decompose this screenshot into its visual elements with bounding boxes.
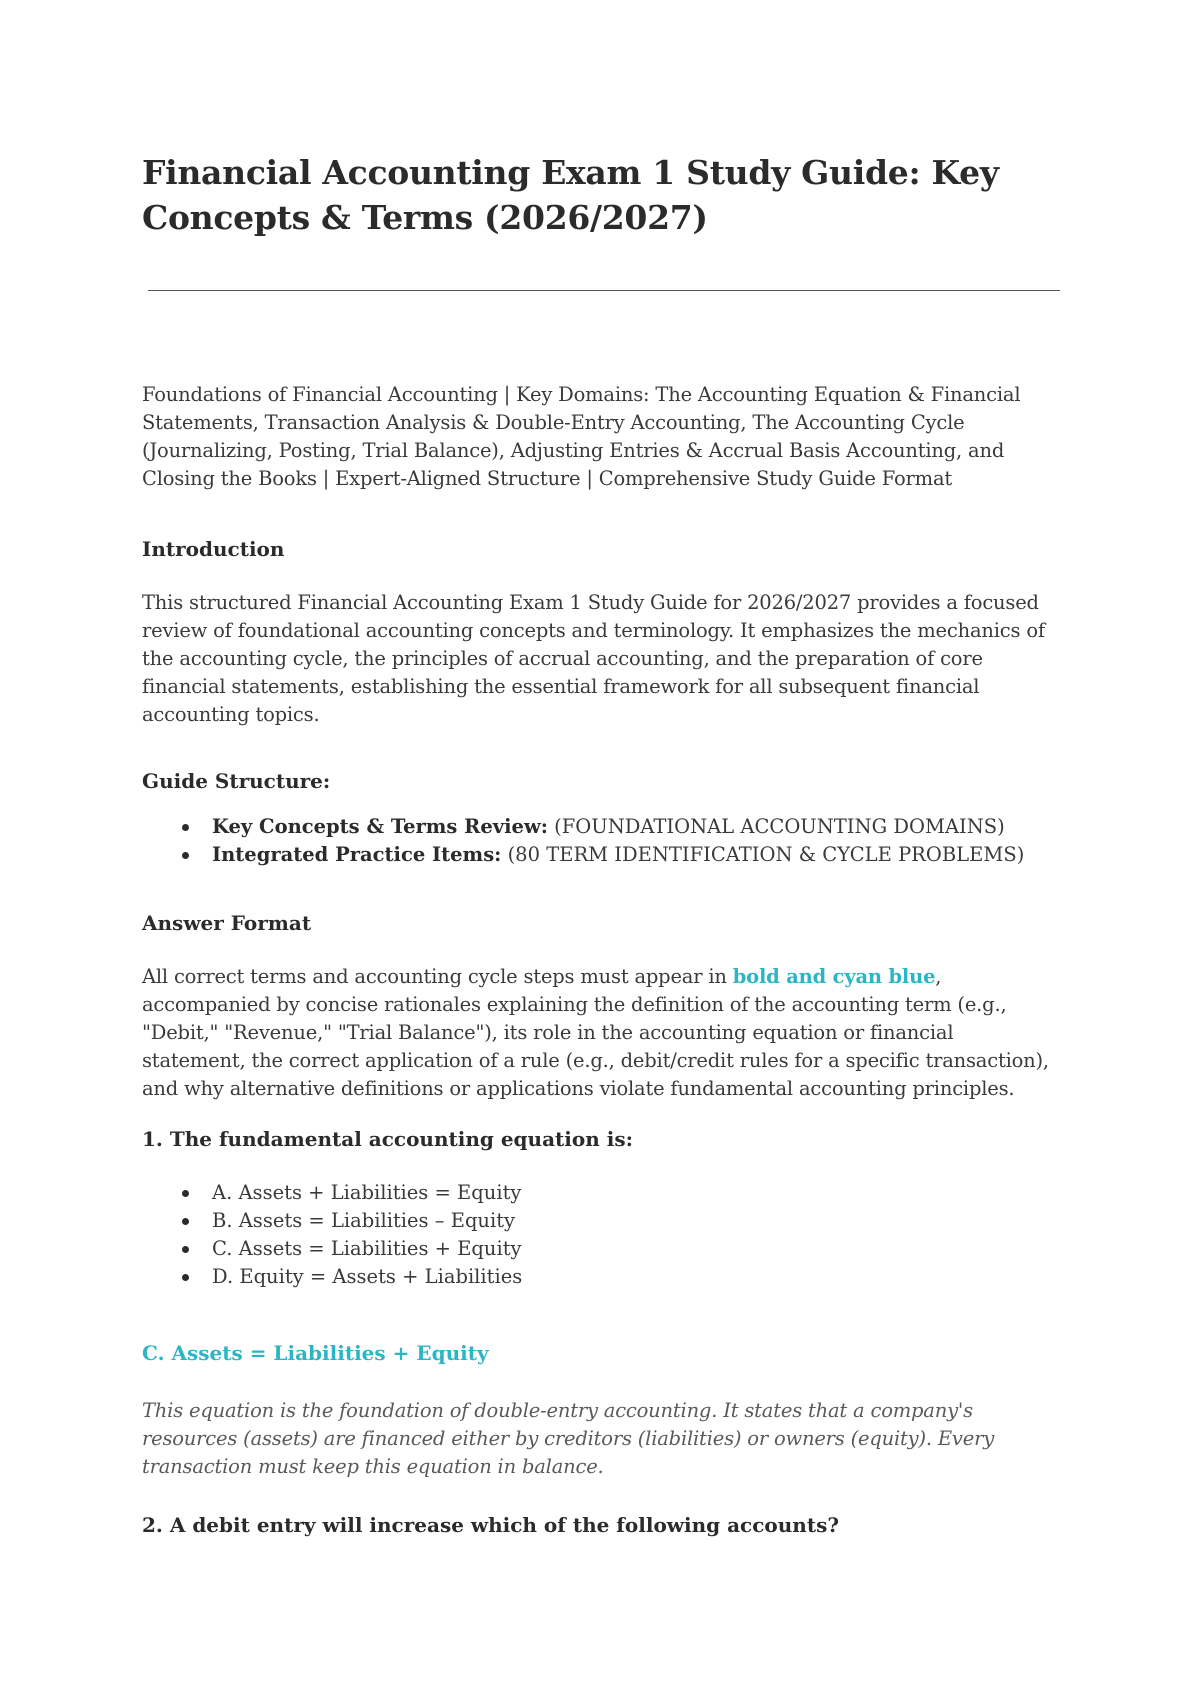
document-subtitle: Foundations of Financial Accounting | Key Domains: The Accounting Equation & Financial Statements, Transaction Analysis & Double-Entry Accounting, The Accounting Cycle (Journalizing, Posting, Trial Balance), Adjusting Entries & Accrual Basis Accounting, and Closing the Books | Expert-Aligned Structure | Comprehensive Study Guide Format — [142, 383, 1021, 490]
question-2-prompt: 2. A debit entry will increase which of the following accounts? — [142, 1513, 840, 1537]
answer-format-heading: Answer Format — [142, 911, 312, 935]
answer-format-highlight: bold and cyan blue — [732, 965, 936, 988]
guide-structure-list — [142, 813, 1062, 869]
introduction-text: This structured Financial Accounting Exam 1 Study Guide for 2026/2027 provides a focused review of foundational accounting concepts and terminology. It emphasizes the mechanics of the accounting cycle, the principles of accrual accounting, and the preparation of core financial statements, establishing the essential framework for all subsequent financial accounting topics. — [142, 591, 1045, 726]
question-1-prompt: 1. The fundamental accounting equation is: — [142, 1127, 633, 1151]
answer-format-text-before: All correct terms and accounting cycle steps must appear in — [142, 965, 733, 988]
answer-format-text — [142, 963, 1062, 1103]
option-d: D. Equity = Assets + Liabilities — [180, 1263, 1062, 1291]
option-a: A. Assets + Liabilities = Equity — [180, 1179, 1062, 1207]
structure-item-detail: (80 TERM IDENTIFICATION & CYCLE PROBLEMS) — [507, 843, 1025, 866]
introduction-heading: Introduction — [142, 537, 285, 561]
option-c: C. Assets = Liabilities + Equity — [180, 1235, 1062, 1263]
list-item — [180, 813, 1062, 841]
question-1-options — [142, 1179, 1062, 1291]
structure-item-label: Integrated Practice Items: — [212, 843, 502, 866]
guide-structure-heading: Guide Structure: — [142, 769, 331, 793]
document-title: Financial Accounting Exam 1 Study Guide: Key Concepts & Terms (2026/2027) — [142, 153, 999, 237]
question-1-rationale: This equation is the foundation of double-entry accounting. It states that a company's resources (assets) are financed either by creditors (liabilities) or owners (equity). Every transaction must keep this equation in balance. — [142, 1399, 995, 1478]
structure-item-label: Key Concepts & Terms Review: — [212, 815, 548, 838]
title-divider — [148, 290, 1060, 291]
list-item — [180, 841, 1062, 869]
document-page — [142, 150, 1062, 1539]
structure-item-detail: (FOUNDATIONAL ACCOUNTING DOMAINS) — [554, 815, 1005, 838]
option-b: B. Assets = Liabilities – Equity — [180, 1207, 1062, 1235]
answer-format-text-after: , accompanied by concise rationales explaining the definition of the accounting term (e.g., "Debit," "Revenue," "Trial Balance"), its role in the accounting equation or financial statement, the correct application of a rule (e.g., debit/credit rules for a specific transaction), and why alternative definitions or applications violate fundamental accounting principles. — [142, 965, 1049, 1100]
question-1-answer: C. Assets = Liabilities + Equity — [142, 1341, 489, 1365]
